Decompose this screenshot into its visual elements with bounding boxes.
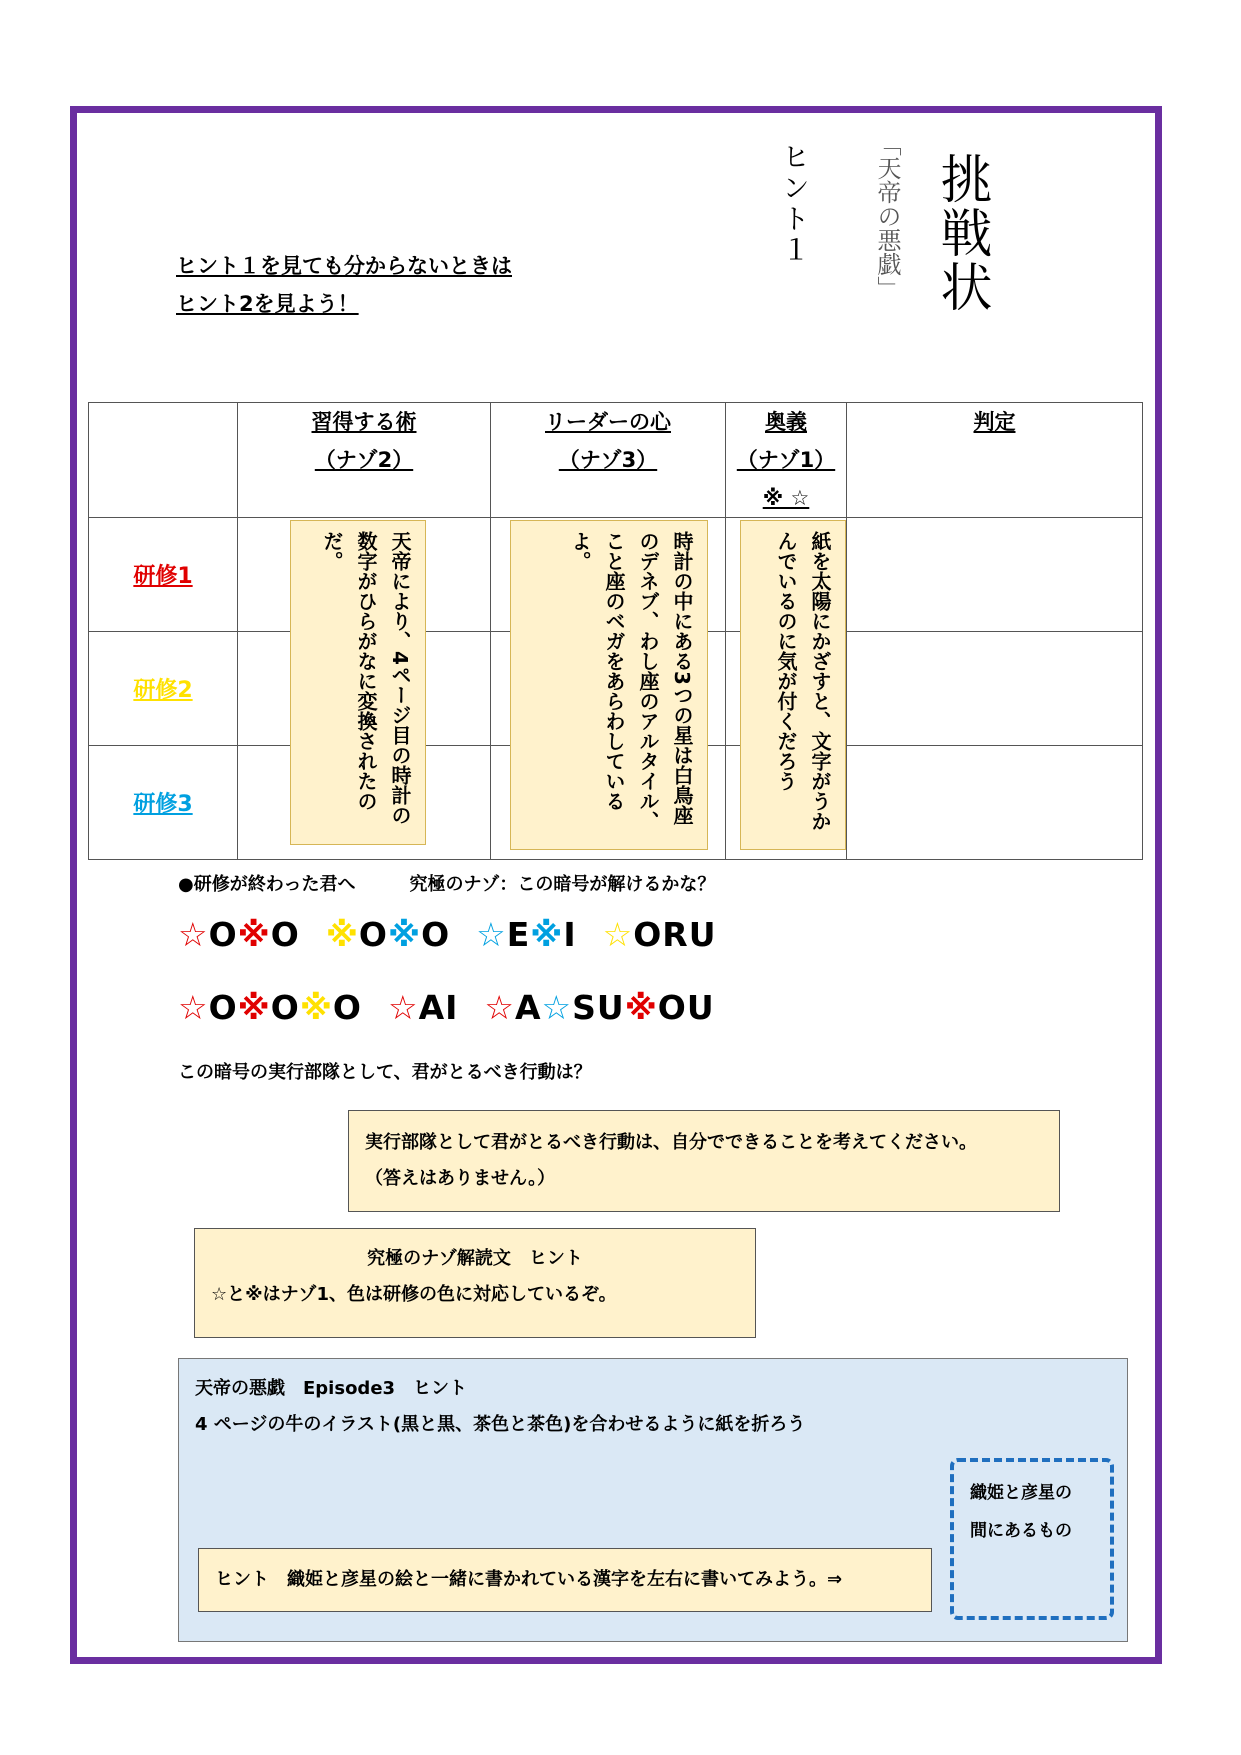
- header-empty-cell: [89, 403, 238, 518]
- dashed-line-1: 織姫と彦星の: [970, 1483, 1072, 1503]
- cipher-token: ☆: [387, 988, 419, 1027]
- cipher-line-1: [178, 915, 743, 954]
- cipher-group: [603, 915, 717, 954]
- header-judgement: 判定: [847, 403, 1143, 518]
- hint-note-secret: 紙を太陽にかざすと、文字がうかんでいるのに気が付くだろう: [740, 520, 846, 850]
- answer-blank-dashed: [950, 1458, 1114, 1620]
- episode-text: 4 ページの牛のイラスト(黒と黒、茶色と茶色)を合わせるように紙を折ろう: [195, 1414, 806, 1435]
- row-label-training-2: 研修2: [89, 632, 238, 746]
- answer-line-1: 実行部隊として君がとるべき行動は、自分でできることを考えてください。: [365, 1132, 977, 1153]
- decode-hint-title: 究極のナゾ解読文 ヒント: [367, 1248, 583, 1269]
- hint-note-skill: 天帝により、4ページ目の時計の数字がひらがなに変換されたのだ。: [290, 520, 426, 845]
- finished-line: ●研修が終わった君へ 究極のナゾ：この暗号が解けるかな？: [178, 874, 716, 895]
- cipher-token: ☆: [484, 988, 515, 1027]
- cipher-group: [178, 915, 300, 954]
- cipher-token: O: [270, 988, 300, 1027]
- answer-box: [348, 1110, 1060, 1212]
- cipher-token: ORU: [633, 915, 717, 954]
- question-line: この暗号の実行部隊として、君がとるべき行動は？: [178, 1062, 592, 1083]
- cipher-token: ※: [530, 915, 564, 954]
- cipher-token: SU: [572, 988, 625, 1027]
- decode-hint-box: [194, 1228, 756, 1338]
- cipher-token: ☆: [178, 988, 209, 1027]
- cipher-line-2: [178, 988, 741, 1027]
- cipher-token: E: [506, 915, 531, 954]
- row-label-training-1: 研修1: [89, 518, 238, 632]
- cipher-token: ☆: [178, 915, 209, 954]
- cipher-group: [178, 988, 362, 1027]
- cipher-token: ※: [299, 988, 333, 1027]
- cipher-token: ※: [387, 915, 422, 954]
- cell: [847, 632, 1143, 746]
- row-label-training-3: 研修3: [89, 746, 238, 860]
- page-subtitle: 「天帝の悪戯」: [873, 132, 901, 300]
- cipher-token: ※: [237, 988, 271, 1027]
- cipher-token: OU: [657, 988, 715, 1027]
- cipher-token: O: [421, 915, 451, 954]
- cipher-token: ※: [624, 988, 658, 1027]
- cipher-group: [476, 915, 577, 954]
- cipher-token: O: [208, 988, 238, 1027]
- intro-line-2: ヒント2を見よう！: [176, 292, 359, 316]
- cipher-group: [326, 915, 450, 954]
- header-leader-heart: リーダーの心 （ナゾ3）: [491, 403, 726, 518]
- dashed-line-2: 間にあるもの: [970, 1521, 1072, 1541]
- hint-note-leader: 時計の中にある3つの星は白鳥座のデネブ、わし座のアルタイル、こと座のベガをあらわしているよ。: [510, 520, 708, 850]
- cipher-group: [388, 988, 458, 1027]
- episode-title: 天帝の悪戯 Episode3 ヒント: [195, 1378, 468, 1399]
- header-secret-technique: 奥義 （ナゾ1） ※ ☆: [726, 403, 847, 518]
- cipher-token: ※: [325, 915, 359, 954]
- cell: [847, 518, 1143, 632]
- cell: [847, 746, 1143, 860]
- answer-line-2: （答えはありません。）: [365, 1168, 556, 1189]
- cipher-token: O: [208, 915, 238, 954]
- cipher-token: ☆: [541, 988, 573, 1027]
- cipher-token: ※: [237, 915, 271, 954]
- decode-hint-text: ☆と※はナゾ1、色は研修の色に対応しているぞ。: [211, 1284, 617, 1305]
- cipher-token: ☆: [476, 915, 507, 954]
- cipher-token: ☆: [602, 915, 634, 954]
- cipher-group: [484, 988, 714, 1027]
- hint-label: ヒント１: [778, 142, 811, 266]
- cipher-token: O: [332, 988, 362, 1027]
- cipher-token: I: [563, 915, 577, 954]
- episode-inner-hint: ヒント 織姫と彦星の絵と一緒に書かれている漢字を左右に書いてみよう。⇒: [198, 1548, 932, 1612]
- cipher-token: AI: [418, 988, 459, 1027]
- header-skill: 習得する術 （ナゾ2）: [238, 403, 491, 518]
- cipher-token: O: [358, 915, 388, 954]
- cipher-token: O: [270, 915, 300, 954]
- intro-line-1: ヒント１を見ても分からないときは: [176, 254, 512, 278]
- cipher-token: A: [514, 988, 542, 1027]
- page-title: 挑戦状: [931, 152, 991, 314]
